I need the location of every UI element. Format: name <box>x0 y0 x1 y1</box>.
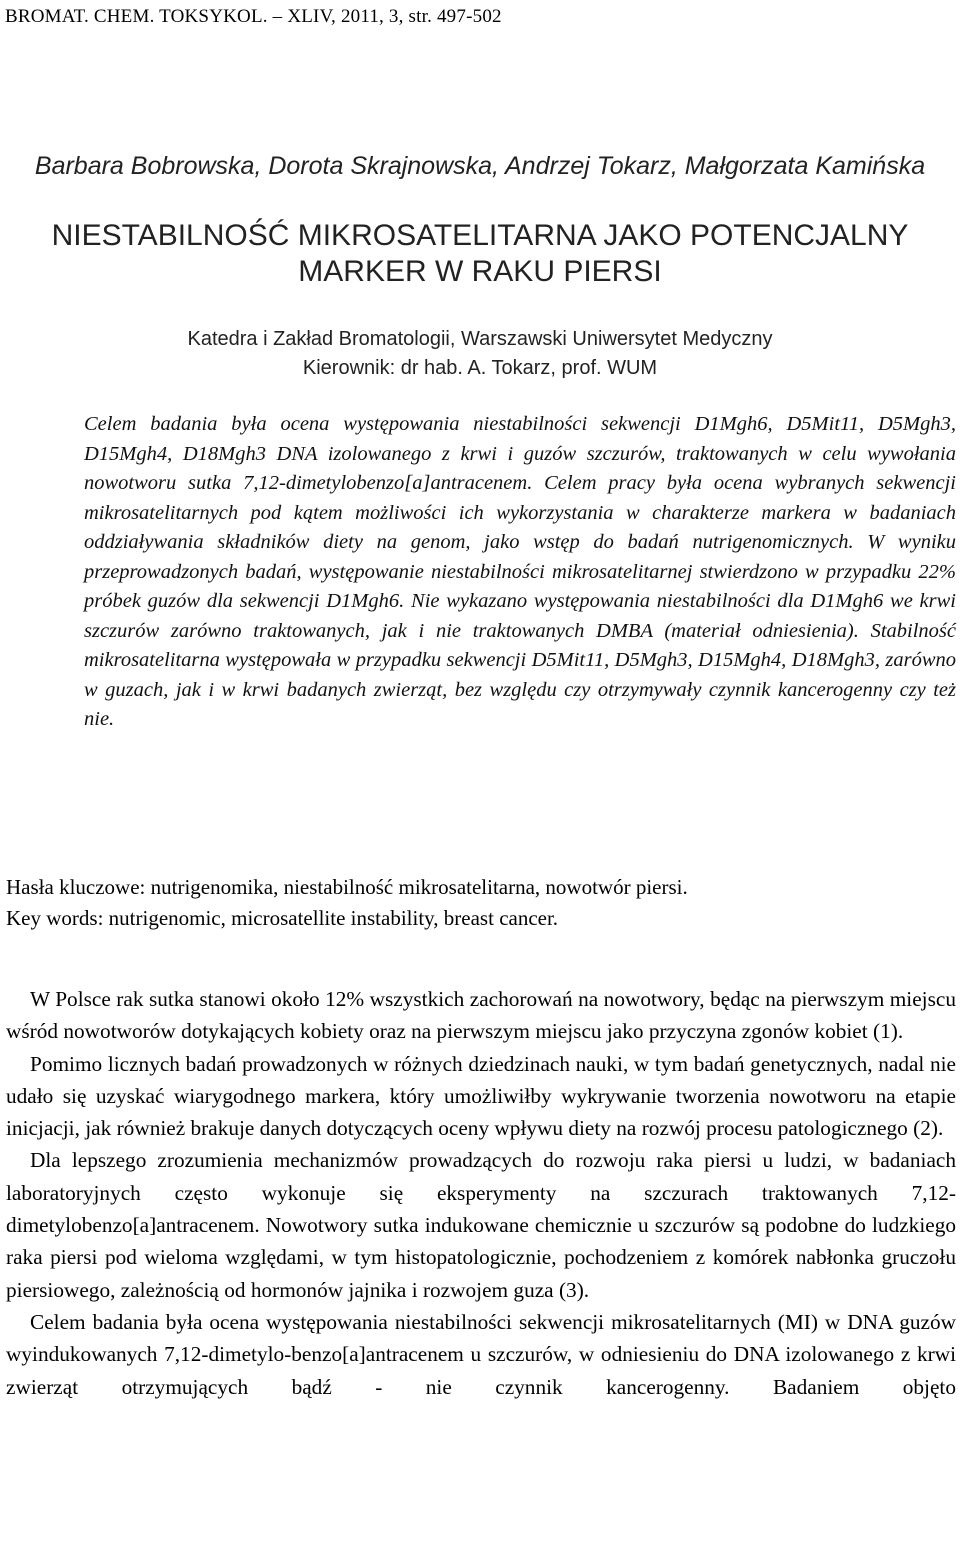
keywords-block <box>6 872 956 934</box>
keywords-english: Key words: nutrigenomic, microsatellite instability, breast cancer. <box>6 906 559 930</box>
article-title-line-2: MARKER W RAKU PIERSI <box>298 255 662 288</box>
body-paragraph-2: Pomimo licznych badań prowadzonych w różnych dziedzinach nauki, w tym badań genetycznych, nadal nie udało się uzyskać wiarygodnego markera, który umożliwiłby wykrywanie tworzenia nowotworu na etapie inicjacji, jak również brakuje danych dotyczących oceny wpływu diety na rozwój procesu patologicznego (2). <box>6 1051 956 1141</box>
keywords-polish: Hasła kluczowe: nutrigenomika, niestabilność mikrosatelitarna, nowotwór piersi. <box>6 875 688 899</box>
running-head: BROMAT. CHEM. TOKSYKOL. – XLIV, 2011, 3, str. 497-502 <box>5 6 502 27</box>
body-paragraph-3: Dla lepszego zrozumienia mechanizmów prowadzących do rozwoju raka piersi u ludzi, w badaniach laboratoryjnych często wykonuje się eksperymenty na szczurach traktowanych 7,12-dimetylobenzo[a]antracenem. Nowotwory sutka indukowane chemicznie u szczurów są podobne do ludzkiego raka piersi pod wieloma względami, w tym histopatologicznie, pochodzeniem z komórek nabłonka gruczołu piersiowego, zależnością od hormonów jajnika i rozwojem guza (3). <box>6 1148 956 1302</box>
affiliation <box>20 325 940 383</box>
body-text <box>6 983 956 1403</box>
article-title <box>20 218 940 290</box>
article-title-line-1: NIESTABILNOŚĆ MIKROSATELITARNA JAKO POTENCJALNY <box>51 219 909 252</box>
department-head: Kierownik: dr hab. A. Tokarz, prof. WUM <box>302 357 658 379</box>
abstract: Celem badania była ocena występowania niestabilności sekwencji D1Mgh6, D5Mit11, D5Mgh3, D15Mgh4, D18Mgh3 DNA izolowanego z krwi i guzów szczurów, traktowanych w celu wywołania nowotworu sutka 7,12-dimetylobenzo[a]antracenem. Celem pracy była ocena wybranych sekwencji mikrosatelitarnych pod kątem możliwości ich wykorzystania w charakterze markera w badaniach oddziaływania składników diety na genom, jako wstęp do badań nutrigenomicznych. W wyniku przeprowadzonych badań, występowanie niestabilności mikrosatelitarnej stwierdzono w przypadku 22% próbek guzów dla sekwencji D1Mgh6. Nie wykazano występowania niestabilności dla D1Mgh6 we krwi szczurów zarówno traktowanych, jak i nie traktowanych DMBA (materiał odniesienia). Stabilność mikrosatelitarna występowała w przypadku sekwencji D5Mit11, D5Mgh3, D15Mgh4, D18Mgh3, zarówno w guzach, jak i w krwi badanych zwierząt, bez względu czy otrzymywały czynnik kancerogenny czy też nie. <box>84 413 956 730</box>
body-paragraph-1: W Polsce rak sutka stanowi około 12% wszystkich zachorowań na nowotwory, będąc na pierwszym miejscu wśród nowotworów dotykających kobiety oraz na pierwszym miejscu jako przyczyna zgonów kobiet (1). <box>6 987 956 1044</box>
department-name: Katedra i Zakład Bromatologii, Warszawski Uniwersytet Medyczny <box>187 328 773 350</box>
body-paragraph-4: Celem badania była ocena występowania niestabilności sekwencji mikrosatelitarnych (MI) w DNA guzów wyindukowanych 7,12-dimetylo-benzo[a]antracenem u szczurów, w odniesieniu do DNA izolowanego z krwi zwierząt otrzymujących bądź - nie czynnik kancerogenny. Badaniem objęto <box>6 1309 956 1399</box>
authors-line: Barbara Bobrowska, Dorota Skrajnowska, Andrzej Tokarz, Małgorzata Kamińska <box>34 152 926 180</box>
